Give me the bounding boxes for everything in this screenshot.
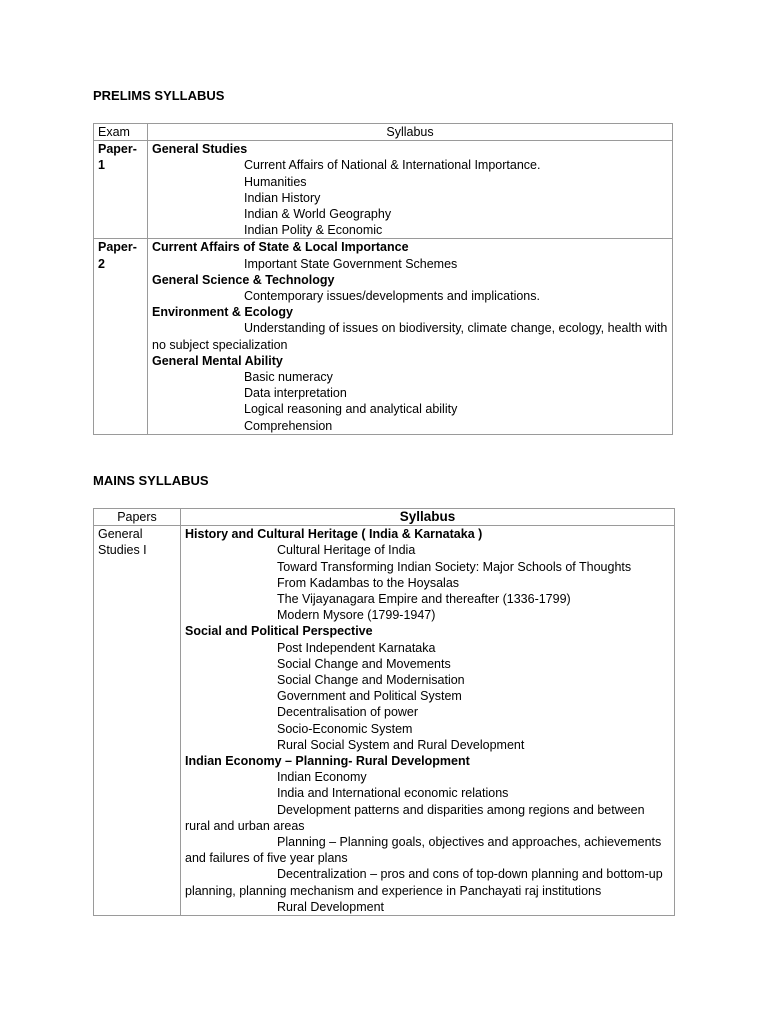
papers-column-header: Papers [94,509,181,526]
list-item: From Kadambas to the Hoysalas [277,575,460,590]
list-item: Toward Transforming Indian Society: Major Schools of Thoughts [277,559,632,574]
list-item: Indian & World Geography [244,207,392,222]
list-item: Government and Political System [277,689,462,704]
group-title: General Studies [152,142,248,157]
list-item: Data interpretation [244,386,347,401]
list-item: Basic numeracy [244,370,333,385]
list-item: Humanities [244,174,307,189]
paper-cell: Paper-1 [94,141,148,239]
list-item: Current Affairs of National & International Importance. [244,158,541,173]
group-title: General Science & Technology [152,272,335,287]
list-item: Social Change and Modernisation [277,673,465,688]
exam-column-header: Exam [94,124,148,141]
list-item: Development patterns and disparities among regions and between rural and urban areas [185,802,645,833]
prelims-table [93,123,673,435]
paper-cell: Paper-2 [94,239,148,434]
group-title: Environment & Ecology [152,305,293,320]
syllabus-column-header: Syllabus [148,124,673,141]
list-item: Contemporary issues/developments and implications. [244,289,540,304]
list-item: Indian Polity & Economic [244,223,383,238]
table-row [94,141,673,239]
group-title: Indian Economy – Planning- Rural Development [185,754,470,769]
syllabus-cell [148,141,673,239]
paper-cell: General Studies I [94,526,181,916]
syllabus-column-header: Syllabus [181,509,675,526]
syllabus-cell [181,526,675,916]
list-item: Decentralisation of power [277,705,419,720]
list-item: Social Change and Movements [277,656,451,671]
list-item: Post Independent Karnataka [277,640,436,655]
list-item: Indian History [244,190,321,205]
group-title: History and Cultural Heritage ( India & Karnataka ) [185,527,483,542]
list-item: Understanding of issues on biodiversity, climate change, ecology, health with no subject specialization [152,321,668,352]
prelims-header-row [94,124,673,141]
mains-table [93,508,675,916]
list-item: Comprehension [244,418,333,433]
table-row [94,239,673,434]
list-item: Modern Mysore (1799-1947) [277,608,436,623]
list-item: India and International economic relations [277,786,509,801]
list-item: Indian Economy [277,770,367,785]
group-title: Social and Political Perspective [185,624,373,639]
mains-heading: MAINS SYLLABUS [93,473,209,488]
mains-header-row [94,509,675,526]
list-item: Rural Development [277,899,384,914]
list-item: Planning – Planning goals, objectives and approaches, achievements and failures of five year plans [185,835,662,866]
list-item: Cultural Heritage of India [277,543,416,558]
list-item: Decentralization – pros and cons of top-down planning and bottom-up planning, planning mechanism and experience in Panchayati raj institutions [185,867,663,898]
group-title: General Mental Ability [152,353,283,368]
group-title: Current Affairs of State & Local Importance [152,240,409,255]
list-item: Logical reasoning and analytical ability [244,402,458,417]
list-item: Socio-Economic System [277,721,413,736]
prelims-heading: PRELIMS SYLLABUS [93,88,225,103]
list-item: Important State Government Schemes [244,256,458,271]
list-item: The Vijayanagara Empire and thereafter (1336-1799) [277,592,571,607]
list-item: Rural Social System and Rural Development [277,737,525,752]
table-row [94,526,675,916]
syllabus-cell [148,239,673,434]
